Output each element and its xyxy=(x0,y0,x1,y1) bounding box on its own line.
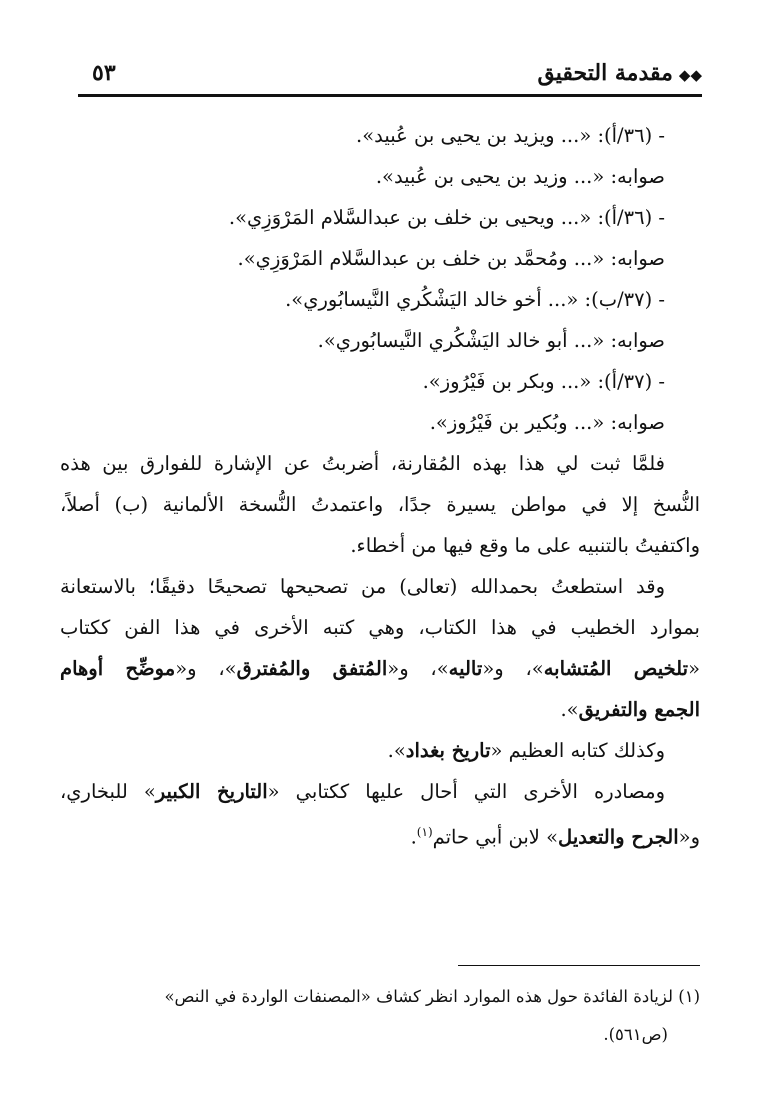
text-span: ومصادره الأخرى التي أحال عليها ككتابي « xyxy=(267,780,666,803)
separator-text: »، و« xyxy=(175,657,237,680)
footnote-reference[interactable]: (١) xyxy=(416,825,433,839)
header-divider xyxy=(78,94,702,97)
paragraph-line: فلمَّا ثبت لي هذا بهذه المُقارنة، أضربتُ عن الإشارة للفوارق بين هذه xyxy=(60,452,665,475)
footnote-line: (١) لزيادة الفائدة حول هذه الموارد انظر كشاف «المصنفات الواردة في النص» xyxy=(164,987,700,1006)
correction-line: - (٣٦/أ): «... ويزيد بن يحيى بن عُبيد». xyxy=(356,124,665,147)
footnote xyxy=(60,985,700,1047)
correction-line: صوابه: «... وزيد بن يحيى بن عُبيد». xyxy=(375,165,665,188)
correction-line: صوابه: «... أبو خالد اليَشْكُري النَّيسابُوري». xyxy=(317,329,665,352)
quote-mark: « xyxy=(688,657,700,680)
paragraph-line xyxy=(60,655,700,682)
diamond-ornament-icon: ◆◆ xyxy=(678,66,702,84)
footnote-divider xyxy=(458,965,700,966)
text-span: وكذلك كتابه العظيم « xyxy=(490,739,665,762)
text-span: ». xyxy=(387,739,406,762)
paragraph-2 xyxy=(60,573,700,723)
paragraph-1 xyxy=(60,450,700,559)
paragraph-line: واكتفيتُ بالتنبيه على ما وقع فيها من أخطاء. xyxy=(350,534,700,557)
book-title: موضِّح أوهام xyxy=(60,657,176,680)
separator-text: ». xyxy=(560,698,579,721)
text-span: » لابن أبي حاتم xyxy=(432,825,559,849)
book-title: تاليه xyxy=(448,657,483,680)
paragraph-line: وقد استطعتُ بحمدالله (تعالى) من تصحيحها تصحيحًا دقيقًا؛ بالاستعانة xyxy=(60,575,665,598)
main-text xyxy=(60,122,700,865)
separator-text: »، و« xyxy=(387,657,449,680)
paragraph-3 xyxy=(60,737,700,764)
page-number: ٥٣ xyxy=(92,60,116,86)
header-title xyxy=(537,60,702,86)
paragraph-line xyxy=(60,696,700,723)
correction-line: صوابه: «... وبُكير بن فَيْرُوز». xyxy=(429,411,665,434)
correction-line: - (٣٧/أ): «... وبكر بن فَيْرُوز». xyxy=(422,370,665,393)
paragraph-line xyxy=(60,819,700,851)
book-title: التاريخ الكبير xyxy=(155,780,268,803)
separator-text: »، و« xyxy=(482,657,544,680)
paragraph-line: بموارد الخطيب في هذا الكتاب، وهي كتبه الأخرى في هذا الفن ككتاب xyxy=(60,616,700,639)
paragraph-4 xyxy=(60,778,700,851)
paragraph-line: النُّسخ إلا في مواطن يسيرة جدًا، واعتمدتُ النُّسخة الألمانية (ب) أصلاً، xyxy=(60,493,700,516)
text-span: و« xyxy=(678,825,700,849)
book-title: المُتفق والمُفترق xyxy=(236,657,388,680)
paragraph-line xyxy=(60,778,700,805)
book-title: تاريخ بغداد xyxy=(405,739,491,762)
book-title: الجرح والتعديل xyxy=(558,825,679,849)
text-span: » للبخاري، xyxy=(60,780,156,803)
chapter-title: مقدمة التحقيق xyxy=(537,60,673,86)
correction-line: - (٣٧/ب): «... أخو خالد اليَشْكُري النَّيسابُوري». xyxy=(285,288,665,311)
text-span: . xyxy=(410,825,417,849)
running-header xyxy=(78,58,702,94)
correction-line: صوابه: «... ومُحمَّد بن خلف بن عبدالسَّلام المَرْوَزِي». xyxy=(237,247,665,270)
correction-line: - (٣٦/أ): «... ويحيى بن خلف بن عبدالسَّلام المَرْوَزِي». xyxy=(228,206,665,229)
footnote-line: (ص٥٦١). xyxy=(603,1025,668,1044)
book-title: الجمع والتفريق xyxy=(578,698,700,721)
book-title: تلخيص المُتشابه xyxy=(543,657,689,680)
